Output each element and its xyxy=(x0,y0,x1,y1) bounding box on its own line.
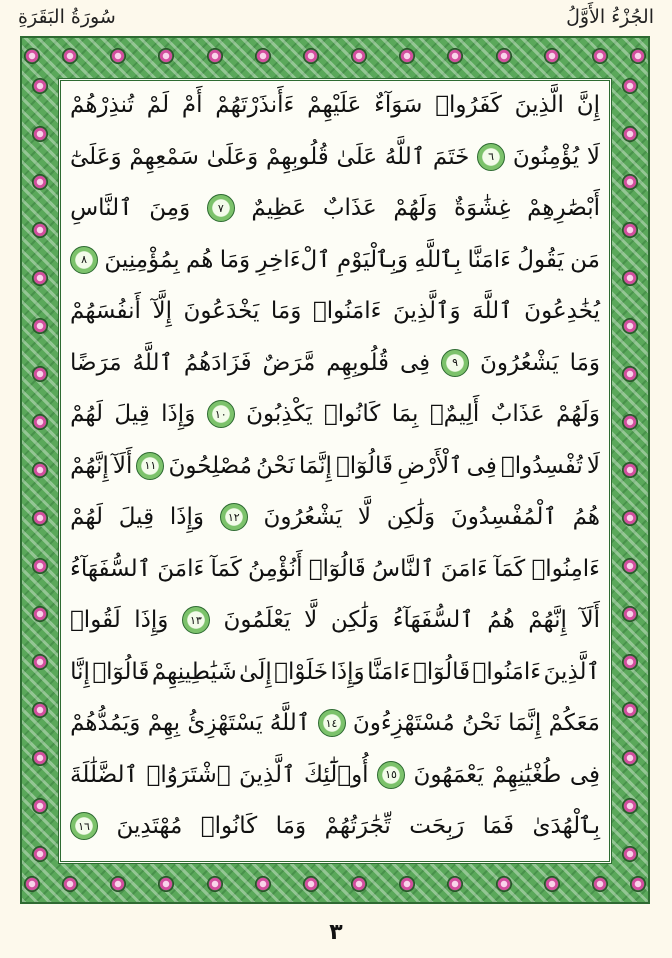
word: بِٱلْهُدَىٰ xyxy=(532,813,600,839)
rosette-ornament-icon xyxy=(622,846,638,862)
word: كَمَآ xyxy=(493,555,526,582)
word: ءَامَنَ xyxy=(440,555,488,582)
rosette-ornament-icon xyxy=(32,174,48,190)
word: إِلَّآ xyxy=(152,298,172,324)
word: ٱشْتَرَوُا۟ xyxy=(146,761,231,788)
word: لَهُمْ xyxy=(70,504,104,530)
word: تُفْسِدُوا۟ xyxy=(500,452,583,479)
rosette-ornament-icon xyxy=(62,876,78,892)
word: نَحْنُ xyxy=(256,452,295,479)
word: طُغْيَٰنِهِمْ xyxy=(492,761,562,788)
word: قُلُوبِهِمْ xyxy=(266,143,329,170)
word: لَا xyxy=(586,452,600,479)
text-line xyxy=(70,599,600,641)
word: قُلُوبِهِم xyxy=(326,349,390,376)
rosette-ornament-icon xyxy=(544,48,560,64)
word: قَالُوٓا۟ xyxy=(92,658,150,685)
word: ءَامِنُوا۟ xyxy=(531,555,600,582)
word: بِهِمْ xyxy=(147,710,181,736)
word: لَا xyxy=(586,143,600,170)
rosette-ornament-icon xyxy=(399,876,415,892)
rosette-ornament-icon xyxy=(32,702,48,718)
rosette-ornament-icon xyxy=(622,558,638,574)
rosette-ornament-icon xyxy=(622,750,638,766)
rosette-ornament-icon xyxy=(32,414,48,430)
word: وَلَهُمْ xyxy=(555,401,600,427)
word: لَّا xyxy=(304,607,318,633)
word: غِشَٰوَةٌ xyxy=(454,195,511,221)
rosette-ornament-icon xyxy=(32,798,48,814)
word: إِنَّهُمْ xyxy=(528,607,567,633)
word: يَخْدَعُونَ xyxy=(183,298,260,324)
word: إِنَّ xyxy=(576,92,600,118)
rosette-ornament-icon xyxy=(32,462,48,478)
rosette-ornament-icon xyxy=(447,48,463,64)
quran-text xyxy=(70,84,600,858)
rosette-ornament-icon xyxy=(24,48,40,64)
rosette-ornament-icon xyxy=(351,48,367,64)
rosette-ornament-icon xyxy=(622,126,638,142)
rosette-ornament-icon xyxy=(32,318,48,334)
rosette-ornament-icon xyxy=(32,270,48,286)
rosette-ornament-icon xyxy=(207,876,223,892)
rosette-ornament-icon xyxy=(592,48,608,64)
word: يَشْعُرُونَ xyxy=(479,349,559,376)
rosette-ornament-icon xyxy=(158,48,174,64)
word: عَذَابٌ xyxy=(322,195,377,221)
word: وَمَا xyxy=(569,349,600,376)
word: سَوَآءٌ xyxy=(374,92,423,118)
word: يَعْلَمُونَ xyxy=(223,607,291,633)
word: كَانُوا۟ xyxy=(200,813,258,839)
word: مَّرَضٌ xyxy=(262,349,316,376)
word: وَلَٰكِن xyxy=(330,607,380,633)
word: فَزَادَهُمُ xyxy=(183,349,252,376)
rosette-ornament-icon xyxy=(399,48,415,64)
word: إِلَىٰ xyxy=(239,658,272,685)
word: رَبِحَت xyxy=(409,813,465,839)
word: وَلَهُمْ xyxy=(393,195,438,221)
word: ءَامَنُوا۟ xyxy=(472,658,542,685)
rosette-ornament-icon xyxy=(32,510,48,526)
ayah-marker-icon: ٧ xyxy=(207,194,235,222)
word: فَمَا xyxy=(482,813,514,839)
word: بِٱللَّهِ xyxy=(414,246,462,273)
word: ءَامَنُوا۟ xyxy=(312,298,382,324)
word: يَقُولُ xyxy=(517,246,564,273)
word: بِمُؤْمِنِينَ xyxy=(104,246,180,273)
word: ٱللَّهُ xyxy=(269,710,311,736)
rosette-ornament-icon xyxy=(622,414,638,430)
word: كَفَرُوا۟ xyxy=(435,92,502,118)
ayah-marker-icon: ١٦ xyxy=(70,812,98,840)
text-line xyxy=(70,239,600,281)
rosette-ornament-icon xyxy=(110,48,126,64)
rosette-ornament-icon xyxy=(255,876,271,892)
word: ٱلْأَرْضِ xyxy=(397,452,463,479)
word: وَمَا xyxy=(275,813,307,839)
word: الَّذِينَ xyxy=(514,92,564,118)
word: قَالُوٓا۟ xyxy=(413,658,471,685)
word: قَالُوٓا۟ xyxy=(335,452,394,479)
rosette-ornament-icon xyxy=(630,48,646,64)
word: خَلَوْا۟ xyxy=(274,658,329,685)
word: وَيَمُدُّهُمْ xyxy=(70,710,141,736)
word: مَرَضًا xyxy=(70,349,122,376)
word: مُصْلِحُونَ xyxy=(168,452,252,479)
rosette-ornament-icon xyxy=(496,876,512,892)
word: مُهْتَدِينَ xyxy=(116,813,183,839)
text-line xyxy=(70,805,600,847)
word: نَحْنُ xyxy=(462,710,501,736)
word: سَمْعِهِمْ xyxy=(129,143,199,170)
word: لَهُمْ xyxy=(70,401,103,427)
word: وَإِذَا xyxy=(169,504,204,530)
text-line xyxy=(70,496,600,538)
rosette-ornament-icon xyxy=(303,48,319,64)
rosette-ornament-icon xyxy=(158,876,174,892)
word: تِّجَٰرَتُهُمْ xyxy=(324,813,391,839)
ayah-marker-icon: ١٠ xyxy=(207,400,235,428)
word: لَمْ xyxy=(146,92,170,118)
word: وَبِٱلْيَوْمِ xyxy=(337,246,409,273)
text-line xyxy=(70,136,600,178)
rosette-ornament-icon xyxy=(32,126,48,142)
rosette-ornament-icon xyxy=(32,558,48,574)
rosette-ornament-icon xyxy=(447,876,463,892)
word: ٱلنَّاسُ xyxy=(372,555,435,582)
word: وَعَلَىٰ xyxy=(206,143,259,170)
word: يَكْذِبُونَ xyxy=(246,401,313,427)
text-line xyxy=(70,290,600,332)
word: كَمَآ xyxy=(210,555,242,582)
rosette-ornament-icon xyxy=(32,606,48,622)
text-line xyxy=(70,445,600,487)
rosette-ornament-icon xyxy=(24,876,40,892)
word: قَالُوٓا۟ xyxy=(308,555,366,582)
rosette-ornament-icon xyxy=(622,78,638,94)
text-line xyxy=(70,702,600,744)
word: قِيلَ xyxy=(118,504,155,530)
word: أَلِيمٌۢ xyxy=(429,401,480,427)
word: ٱلَّذِينَ xyxy=(239,761,296,788)
word: ءَامَنَّا xyxy=(467,246,511,273)
word: لَقُوا۟ xyxy=(70,607,121,633)
word: مَن xyxy=(570,246,600,273)
word: أَلَآ xyxy=(112,452,133,479)
word: وَمَا xyxy=(270,298,302,324)
rosette-ornament-icon xyxy=(630,876,646,892)
rosette-ornament-icon xyxy=(255,48,271,64)
word: أَمْ xyxy=(181,92,203,118)
word: عَلَيْهِمْ xyxy=(307,92,362,118)
rosette-ornament-icon xyxy=(622,510,638,526)
rosette-ornament-icon xyxy=(32,222,48,238)
word: مُسْتَهْزِءُونَ xyxy=(352,710,455,736)
word: هُم xyxy=(185,246,214,273)
word: مَعَكُمْ xyxy=(548,710,600,736)
word: بِمَا xyxy=(391,401,419,427)
rosette-ornament-icon xyxy=(32,750,48,766)
word: ٱلْمُفْسِدُونَ xyxy=(450,504,557,530)
rosette-ornament-icon xyxy=(32,366,48,382)
text-line xyxy=(70,651,600,693)
ayah-marker-icon: ١١ xyxy=(136,452,164,480)
word: أَلَآ xyxy=(580,607,600,633)
word: قِيلَ xyxy=(114,401,150,427)
rosette-ornament-icon xyxy=(496,48,512,64)
word: ٱللَّهَ xyxy=(472,298,513,324)
word: أَنفُسَهُمْ xyxy=(70,298,141,324)
word: وَإِذَا xyxy=(134,607,169,633)
rosette-ornament-icon xyxy=(622,366,638,382)
word: إِنَّهُمْ xyxy=(70,452,109,479)
word: تُنذِرْهُمْ xyxy=(70,92,134,118)
text-line xyxy=(70,393,600,435)
word: وَإِذَا xyxy=(330,658,365,685)
word: وَعَلَىٰٓ xyxy=(70,143,122,170)
text-line xyxy=(70,548,600,590)
word: يَشْعُرُونَ xyxy=(263,504,343,530)
surah-name: سُورَةُ البَقَرَةِ xyxy=(18,6,116,28)
word: ٱلْءَاخِرِ xyxy=(256,246,331,273)
word: ءَامَنَ xyxy=(157,555,205,582)
word: إِنَّا xyxy=(70,658,90,685)
word: وَإِذَا xyxy=(161,401,196,427)
rosette-ornament-icon xyxy=(32,654,48,670)
word: أَبْصَٰرِهِمْ xyxy=(527,195,600,221)
word: فِى xyxy=(466,452,497,479)
ayah-marker-icon: ١٤ xyxy=(318,709,346,737)
word: إِنَّمَا xyxy=(508,710,542,736)
text-line xyxy=(70,187,600,229)
rosette-ornament-icon xyxy=(622,798,638,814)
rosette-ornament-icon xyxy=(622,318,638,334)
page-number: ٣ xyxy=(329,920,343,945)
text-line xyxy=(70,84,600,126)
word: وَٱلَّذِينَ xyxy=(393,298,461,324)
ayah-marker-icon: ١٣ xyxy=(182,606,210,634)
rosette-ornament-icon xyxy=(622,702,638,718)
word: يُؤْمِنُونَ xyxy=(512,143,580,170)
word: ٱلضَّلَٰلَةَ xyxy=(70,761,139,788)
word: يَسْتَهْزِئُ xyxy=(187,710,263,736)
rosette-ornament-icon xyxy=(207,48,223,64)
word: إِنَّمَا xyxy=(298,452,332,479)
word: يَعْمَهُونَ xyxy=(413,761,484,788)
rosette-ornament-icon xyxy=(622,222,638,238)
word: خَتَمَ xyxy=(432,143,470,170)
word: وَمِنَ xyxy=(149,195,191,221)
page-header xyxy=(0,0,672,38)
rosette-ornament-icon xyxy=(351,876,367,892)
rosette-ornament-icon xyxy=(622,174,638,190)
juz-name: الجُزْءُ الأَوَّلُ xyxy=(566,6,654,28)
rosette-ornament-icon xyxy=(110,876,126,892)
ayah-marker-icon: ٨ xyxy=(70,246,98,274)
word: أَنُؤْمِنُ xyxy=(248,555,303,582)
word: شَيَٰطِينِهِمْ xyxy=(151,658,237,685)
word: ءَأَنذَرْتَهُمْ xyxy=(215,92,295,118)
word: هُمُ xyxy=(572,504,600,530)
ayah-marker-icon: ١٥ xyxy=(377,761,405,789)
word: عَلَىٰ xyxy=(336,143,378,170)
word: فِى xyxy=(569,761,600,788)
rosette-ornament-icon xyxy=(622,462,638,478)
word: لَّا xyxy=(357,504,372,530)
rosette-ornament-icon xyxy=(32,78,48,94)
word: فِى xyxy=(399,349,431,376)
rosette-ornament-icon xyxy=(622,654,638,670)
word: ٱلنَّاسِ xyxy=(70,195,133,221)
word: هُمُ xyxy=(487,607,515,633)
rosette-ornament-icon xyxy=(62,48,78,64)
word: ٱلسُّفَهَآءُ xyxy=(392,607,474,633)
word: ٱللَّهُ xyxy=(132,349,173,376)
word: عَذَابٌ xyxy=(490,401,545,427)
rosette-ornament-icon xyxy=(592,876,608,892)
rosette-ornament-icon xyxy=(622,606,638,622)
rosette-ornament-icon xyxy=(622,270,638,286)
rosette-ornament-icon xyxy=(32,846,48,862)
word: ءَامَنَّا xyxy=(367,658,411,685)
rosette-ornament-icon xyxy=(303,876,319,892)
ayah-marker-icon: ١٢ xyxy=(220,503,248,531)
text-line xyxy=(70,342,600,384)
word: كَانُوا۟ xyxy=(323,401,381,427)
word: ٱلَّذِينَ xyxy=(543,658,600,685)
word: وَلَٰكِن xyxy=(386,504,436,530)
ayah-marker-icon: ٦ xyxy=(477,143,505,171)
ayah-marker-icon: ٩ xyxy=(441,349,469,377)
word: وَمَا xyxy=(219,246,251,273)
word: عَظِيمٌ xyxy=(251,195,307,221)
word: ٱللَّهُ xyxy=(384,143,426,170)
rosette-ornament-icon xyxy=(544,876,560,892)
word: أُو۟لَٰٓئِكَ xyxy=(303,761,369,788)
text-line xyxy=(70,754,600,796)
word: يُخَٰدِعُونَ xyxy=(524,298,600,324)
word: ٱلسُّفَهَآءُ xyxy=(70,555,152,582)
